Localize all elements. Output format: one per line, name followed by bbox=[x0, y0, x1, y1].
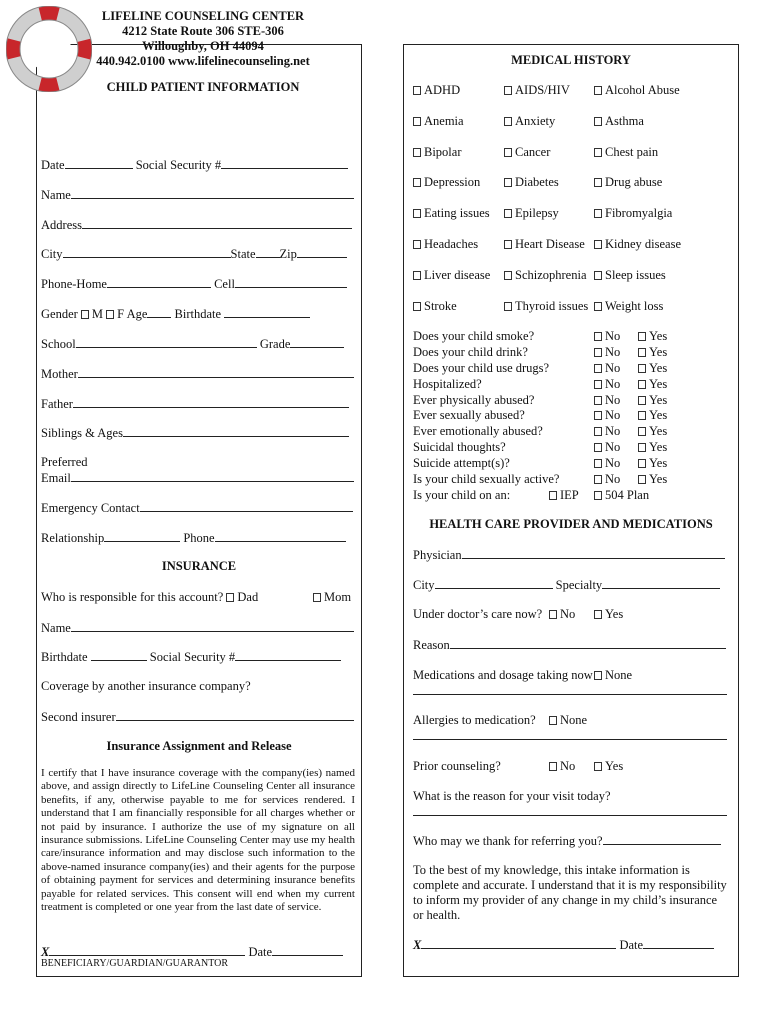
physician-field[interactable]: Physician bbox=[413, 547, 725, 563]
answer-no-checkbox[interactable] bbox=[594, 459, 602, 468]
preferred-label: Preferred bbox=[41, 455, 88, 469]
plan504-option[interactable]: 504 Plan bbox=[594, 488, 649, 503]
question-label: Is your child sexually active? bbox=[413, 472, 560, 487]
condition-option[interactable] bbox=[504, 299, 588, 314]
answer-no-checkbox[interactable] bbox=[594, 380, 602, 389]
condition-option[interactable] bbox=[413, 268, 490, 283]
medications-line[interactable] bbox=[413, 694, 727, 695]
siblings-field[interactable]: Siblings & Ages bbox=[41, 425, 349, 441]
answer-no-checkbox[interactable] bbox=[594, 475, 602, 484]
question-row bbox=[413, 377, 733, 393]
condition-label: Headaches bbox=[424, 237, 479, 251]
condition-checkbox[interactable] bbox=[413, 86, 421, 95]
condition-label: Kidney disease bbox=[605, 237, 682, 251]
answer-yes-label: Yes bbox=[649, 376, 668, 391]
father-field[interactable]: Father bbox=[41, 396, 349, 412]
condition-option[interactable] bbox=[594, 114, 644, 129]
condition-option[interactable] bbox=[413, 175, 480, 190]
condition-label: Sleep issues bbox=[605, 267, 666, 282]
org-address-line1: 4212 State Route 306 STE-306 bbox=[122, 24, 284, 38]
medications-none-checkbox[interactable] bbox=[594, 671, 602, 680]
allergies-question: Allergies to medication? bbox=[413, 713, 536, 727]
allergies-none[interactable]: None bbox=[549, 713, 587, 728]
condition-label: Heart Disease bbox=[515, 237, 585, 251]
condition-checkbox[interactable] bbox=[594, 271, 602, 280]
answer-yes-checkbox[interactable] bbox=[638, 411, 646, 420]
question-row bbox=[413, 424, 733, 440]
school-grade-field[interactable]: School Grade bbox=[41, 336, 344, 352]
condition-checkbox[interactable] bbox=[504, 209, 512, 218]
prior-no-checkbox[interactable] bbox=[549, 762, 557, 771]
condition-label: Liver disease bbox=[424, 267, 491, 282]
condition-checkbox[interactable] bbox=[594, 148, 602, 157]
question-row bbox=[413, 440, 733, 456]
answer-no-checkbox[interactable] bbox=[594, 411, 602, 420]
under-care-yes[interactable]: Yes bbox=[594, 607, 623, 622]
condition-label: Stroke bbox=[424, 298, 457, 313]
condition-option[interactable] bbox=[594, 83, 680, 98]
answer-yes[interactable] bbox=[638, 440, 667, 456]
answer-no-label: No bbox=[605, 376, 621, 391]
org-name: LIFELINE COUNSELING CENTER bbox=[101, 9, 305, 23]
condition-checkbox[interactable] bbox=[594, 240, 602, 249]
question-label: Suicide attempt(s)? bbox=[413, 456, 510, 471]
answer-yes-label: Yes bbox=[649, 472, 668, 487]
condition-checkbox[interactable] bbox=[594, 209, 602, 218]
question-label: Does your child use drugs? bbox=[413, 360, 550, 375]
under-care-question: Under doctor’s care now? bbox=[413, 607, 543, 621]
prior-yes[interactable]: Yes bbox=[594, 759, 623, 774]
question-row bbox=[413, 456, 733, 472]
condition-label: Diabetes bbox=[515, 175, 559, 190]
question-row bbox=[413, 329, 733, 345]
answer-yes-label: Yes bbox=[649, 408, 668, 423]
condition-label: Anemia bbox=[424, 113, 464, 128]
answer-no[interactable] bbox=[594, 345, 620, 361]
answer-yes-label: Yes bbox=[649, 360, 668, 375]
condition-option[interactable] bbox=[594, 206, 672, 221]
answer-no-label: No bbox=[605, 424, 621, 439]
condition-label: Drug abuse bbox=[605, 175, 663, 190]
question-label: Does your child drink? bbox=[413, 344, 528, 359]
dad-checkbox[interactable] bbox=[226, 593, 234, 602]
condition-label: AIDS/HIV bbox=[515, 83, 570, 97]
condition-option[interactable] bbox=[594, 268, 666, 283]
answer-no-checkbox[interactable] bbox=[594, 396, 602, 405]
condition-checkbox[interactable] bbox=[413, 117, 421, 126]
allergies-none-checkbox[interactable] bbox=[549, 716, 557, 725]
answer-yes-checkbox[interactable] bbox=[638, 380, 646, 389]
answer-yes-checkbox[interactable] bbox=[638, 475, 646, 484]
condition-checkbox[interactable] bbox=[594, 302, 602, 311]
answer-no[interactable] bbox=[594, 424, 620, 440]
responsible-question: Who is responsible for this account? Dad bbox=[41, 590, 259, 604]
condition-checkbox[interactable] bbox=[413, 302, 421, 311]
condition-option[interactable] bbox=[413, 237, 478, 252]
answer-yes[interactable] bbox=[638, 377, 667, 393]
question-label: Does your child smoke? bbox=[413, 329, 535, 343]
condition-label: Asthma bbox=[605, 113, 644, 128]
under-care-no-checkbox[interactable] bbox=[549, 610, 557, 619]
condition-label: Alcohol Abuse bbox=[605, 83, 680, 97]
coverage-question: Coverage by another insurance company? bbox=[41, 679, 251, 693]
parent-signature-field[interactable]: X Date bbox=[413, 937, 714, 953]
condition-option[interactable] bbox=[594, 175, 662, 190]
condition-label: ADHD bbox=[424, 83, 461, 97]
answer-yes[interactable] bbox=[638, 472, 667, 488]
condition-option[interactable] bbox=[594, 299, 663, 314]
condition-checkbox[interactable] bbox=[504, 178, 512, 187]
question-row bbox=[413, 393, 733, 409]
answer-yes[interactable] bbox=[638, 456, 667, 472]
relationship-phone-field[interactable]: Relationship Phone bbox=[41, 530, 346, 546]
second-insurer-field[interactable]: Second insurer bbox=[41, 709, 354, 725]
question-label: Suicidal thoughts? bbox=[413, 440, 506, 455]
answer-no-label: No bbox=[605, 344, 621, 359]
insured-name-field[interactable]: Name bbox=[41, 620, 354, 636]
answer-no-label: No bbox=[605, 392, 621, 407]
condition-checkbox[interactable] bbox=[413, 271, 421, 280]
condition-option[interactable] bbox=[413, 114, 464, 129]
answer-yes[interactable] bbox=[638, 408, 667, 424]
prior-no[interactable]: No bbox=[549, 759, 575, 774]
condition-option[interactable] bbox=[413, 145, 462, 160]
condition-checkbox[interactable] bbox=[504, 117, 512, 126]
condition-option[interactable] bbox=[413, 83, 460, 98]
assignment-text: I certify that I have insurance coverage with the company(ies) named above, and assign directly to LifeLine Counseling Center all insurance benefits, if any, otherwise payable to me for services rendered. I understand that I am financially responsible for all charges whether or not paid by insurance. I authorize the use of my signature on all insurance submissions. LifeLine Counseling Center may use my health care/insurance information and may disclose such information to the above-named insurance company(ies) and their agents for the purpose of obtaining payment for services and determining insurance benefits payable for related services. This consent will end when my current treatment is completed or one year from the last date of service. bbox=[41, 767, 355, 914]
gender-f-checkbox[interactable] bbox=[106, 310, 114, 319]
condition-label: Anxiety bbox=[515, 113, 556, 128]
answer-no[interactable] bbox=[594, 377, 620, 393]
answer-yes-label: Yes bbox=[649, 424, 668, 439]
mom-option[interactable]: Mom bbox=[313, 590, 351, 605]
condition-checkbox[interactable] bbox=[504, 240, 512, 249]
answer-no-checkbox[interactable] bbox=[594, 348, 602, 357]
answer-yes[interactable] bbox=[638, 345, 667, 361]
visit-reason-question: What is the reason for your visit today? bbox=[413, 789, 611, 803]
answer-no-label: No bbox=[605, 408, 621, 423]
condition-checkbox[interactable] bbox=[594, 86, 602, 95]
answer-yes-checkbox[interactable] bbox=[638, 332, 646, 341]
allergies-line[interactable] bbox=[413, 739, 727, 740]
answer-no-label: No bbox=[605, 472, 621, 487]
prior-yes-checkbox[interactable] bbox=[594, 762, 602, 771]
condition-label: Schizophrenia bbox=[515, 267, 587, 282]
condition-checkbox[interactable] bbox=[504, 302, 512, 311]
accuracy-statement: To the best of my knowledge, this intake information is complete and accurate. I understand that it is my responsibility to inform my provider of any change in my child’s insurance or health. bbox=[413, 863, 727, 922]
answer-yes[interactable] bbox=[638, 329, 667, 345]
answer-yes-checkbox[interactable] bbox=[638, 459, 646, 468]
email-field[interactable]: Email bbox=[41, 470, 354, 486]
answer-no-checkbox[interactable] bbox=[594, 427, 602, 436]
mom-checkbox[interactable] bbox=[313, 593, 321, 602]
answer-yes-label: Yes bbox=[649, 440, 668, 455]
school-plan-question: Is your child on an: bbox=[413, 488, 511, 502]
condition-checkbox[interactable] bbox=[413, 178, 421, 187]
condition-label: Epilepsy bbox=[515, 206, 559, 221]
question-label: Ever physically abused? bbox=[413, 392, 535, 407]
condition-option[interactable] bbox=[504, 114, 555, 129]
condition-checkbox[interactable] bbox=[504, 271, 512, 280]
letterhead bbox=[40, 9, 366, 95]
answer-yes-checkbox[interactable] bbox=[638, 348, 646, 357]
insured-birthdate-field[interactable]: Birthdate Social Security # bbox=[41, 649, 341, 665]
condition-checkbox[interactable] bbox=[504, 86, 512, 95]
condition-checkbox[interactable] bbox=[594, 178, 602, 187]
iep-option[interactable]: IEP bbox=[549, 488, 579, 503]
under-care-no[interactable]: No bbox=[549, 607, 575, 622]
answer-no[interactable] bbox=[594, 408, 620, 424]
reason-field[interactable]: Reason bbox=[413, 637, 726, 653]
condition-label: Bipolar bbox=[424, 144, 462, 159]
answer-no[interactable] bbox=[594, 440, 620, 456]
under-care-yes-checkbox[interactable] bbox=[594, 610, 602, 619]
condition-option[interactable] bbox=[504, 237, 585, 252]
provider-title: HEALTH CARE PROVIDER AND MEDICATIONS bbox=[429, 517, 713, 531]
gender-age-birthdate-field[interactable]: Gender M F Age Birthdate bbox=[41, 306, 310, 322]
condition-option[interactable] bbox=[504, 206, 559, 221]
answer-no[interactable] bbox=[594, 329, 620, 345]
phone-field[interactable]: Phone-Home Cell bbox=[41, 276, 347, 292]
question-label: Hospitalized? bbox=[413, 376, 482, 391]
answer-no[interactable] bbox=[594, 456, 620, 472]
answer-yes[interactable] bbox=[638, 424, 667, 440]
condition-option[interactable] bbox=[413, 299, 457, 314]
emergency-contact-field[interactable]: Emergency Contact bbox=[41, 500, 353, 516]
condition-checkbox[interactable] bbox=[594, 117, 602, 126]
answer-yes-checkbox[interactable] bbox=[638, 364, 646, 373]
condition-option[interactable] bbox=[504, 175, 559, 190]
mother-field[interactable]: Mother bbox=[41, 366, 354, 382]
answer-no[interactable] bbox=[594, 472, 620, 488]
guardian-label: BENEFICIARY/GUARDIAN/GUARANTOR bbox=[41, 958, 229, 969]
city-state-zip-field[interactable]: City State Zip bbox=[41, 246, 347, 262]
question-row bbox=[413, 361, 733, 377]
guardian-signature-field[interactable]: X Date bbox=[41, 944, 343, 960]
condition-checkbox[interactable] bbox=[413, 209, 421, 218]
answer-no-label: No bbox=[605, 329, 621, 343]
answer-yes[interactable] bbox=[638, 361, 667, 377]
medications-none[interactable]: None bbox=[594, 668, 632, 683]
condition-checkbox[interactable] bbox=[413, 148, 421, 157]
answer-yes-label: Yes bbox=[649, 344, 668, 359]
name-field[interactable]: Name bbox=[41, 187, 354, 203]
answer-yes-label: Yes bbox=[649, 456, 668, 471]
question-row bbox=[413, 472, 733, 488]
answer-yes-checkbox[interactable] bbox=[638, 443, 646, 452]
iep-checkbox[interactable] bbox=[549, 491, 557, 500]
answer-no-checkbox[interactable] bbox=[594, 443, 602, 452]
answer-yes-checkbox[interactable] bbox=[638, 427, 646, 436]
section-title-child: CHILD PATIENT INFORMATION bbox=[106, 80, 300, 94]
condition-label: Depression bbox=[424, 175, 481, 190]
answer-no-label: No bbox=[605, 360, 621, 375]
condition-option[interactable] bbox=[413, 206, 490, 221]
address-field[interactable]: Address bbox=[41, 217, 352, 233]
insurance-title: INSURANCE bbox=[161, 559, 237, 573]
answer-yes-label: Yes bbox=[649, 329, 668, 343]
question-row bbox=[413, 345, 733, 361]
answer-yes-checkbox[interactable] bbox=[638, 396, 646, 405]
condition-label: Fibromyalgia bbox=[605, 206, 673, 221]
answer-no-checkbox[interactable] bbox=[594, 364, 602, 373]
prior-counseling-question: Prior counseling? bbox=[413, 759, 501, 773]
condition-label: Thyroid issues bbox=[515, 298, 589, 313]
condition-option[interactable] bbox=[504, 268, 587, 283]
medications-question: Medications and dosage taking now bbox=[413, 668, 593, 682]
medical-history-title: MEDICAL HISTORY bbox=[511, 53, 631, 67]
condition-label: Chest pain bbox=[605, 144, 659, 159]
question-row bbox=[413, 408, 733, 424]
assignment-title: Insurance Assignment and Release bbox=[106, 739, 292, 753]
city-specialty-field[interactable]: City Specialty bbox=[413, 577, 720, 593]
condition-checkbox[interactable] bbox=[413, 240, 421, 249]
date-field[interactable]: Date Social Security # bbox=[41, 157, 348, 173]
question-label: Ever emotionally abused? bbox=[413, 424, 543, 439]
answer-no-label: No bbox=[605, 440, 621, 455]
condition-option[interactable] bbox=[594, 237, 681, 252]
answer-no-label: No bbox=[605, 456, 621, 471]
condition-label: Weight loss bbox=[605, 298, 664, 313]
referral-field[interactable]: Who may we thank for referring you? bbox=[413, 833, 721, 849]
condition-option[interactable] bbox=[594, 145, 658, 160]
answer-no[interactable] bbox=[594, 361, 620, 377]
condition-option[interactable] bbox=[504, 145, 550, 160]
condition-checkbox[interactable] bbox=[504, 148, 512, 157]
visit-reason-line[interactable] bbox=[413, 815, 727, 816]
question-label: Ever sexually abused? bbox=[413, 408, 525, 423]
condition-label: Cancer bbox=[515, 144, 551, 159]
questions-list bbox=[413, 329, 733, 488]
answer-no-checkbox[interactable] bbox=[594, 332, 602, 341]
condition-label: Eating issues bbox=[424, 206, 490, 221]
answer-yes-label: Yes bbox=[649, 392, 668, 407]
gender-m-checkbox[interactable] bbox=[81, 310, 89, 319]
condition-option[interactable] bbox=[504, 83, 570, 98]
org-contact: 440.942.0100 www.lifelinecounseling.net bbox=[96, 54, 310, 68]
org-address-line2: Willoughby, OH 44094 bbox=[142, 39, 264, 53]
answer-yes[interactable] bbox=[638, 393, 667, 409]
answer-no[interactable] bbox=[594, 393, 620, 409]
plan504-checkbox[interactable] bbox=[594, 491, 602, 500]
